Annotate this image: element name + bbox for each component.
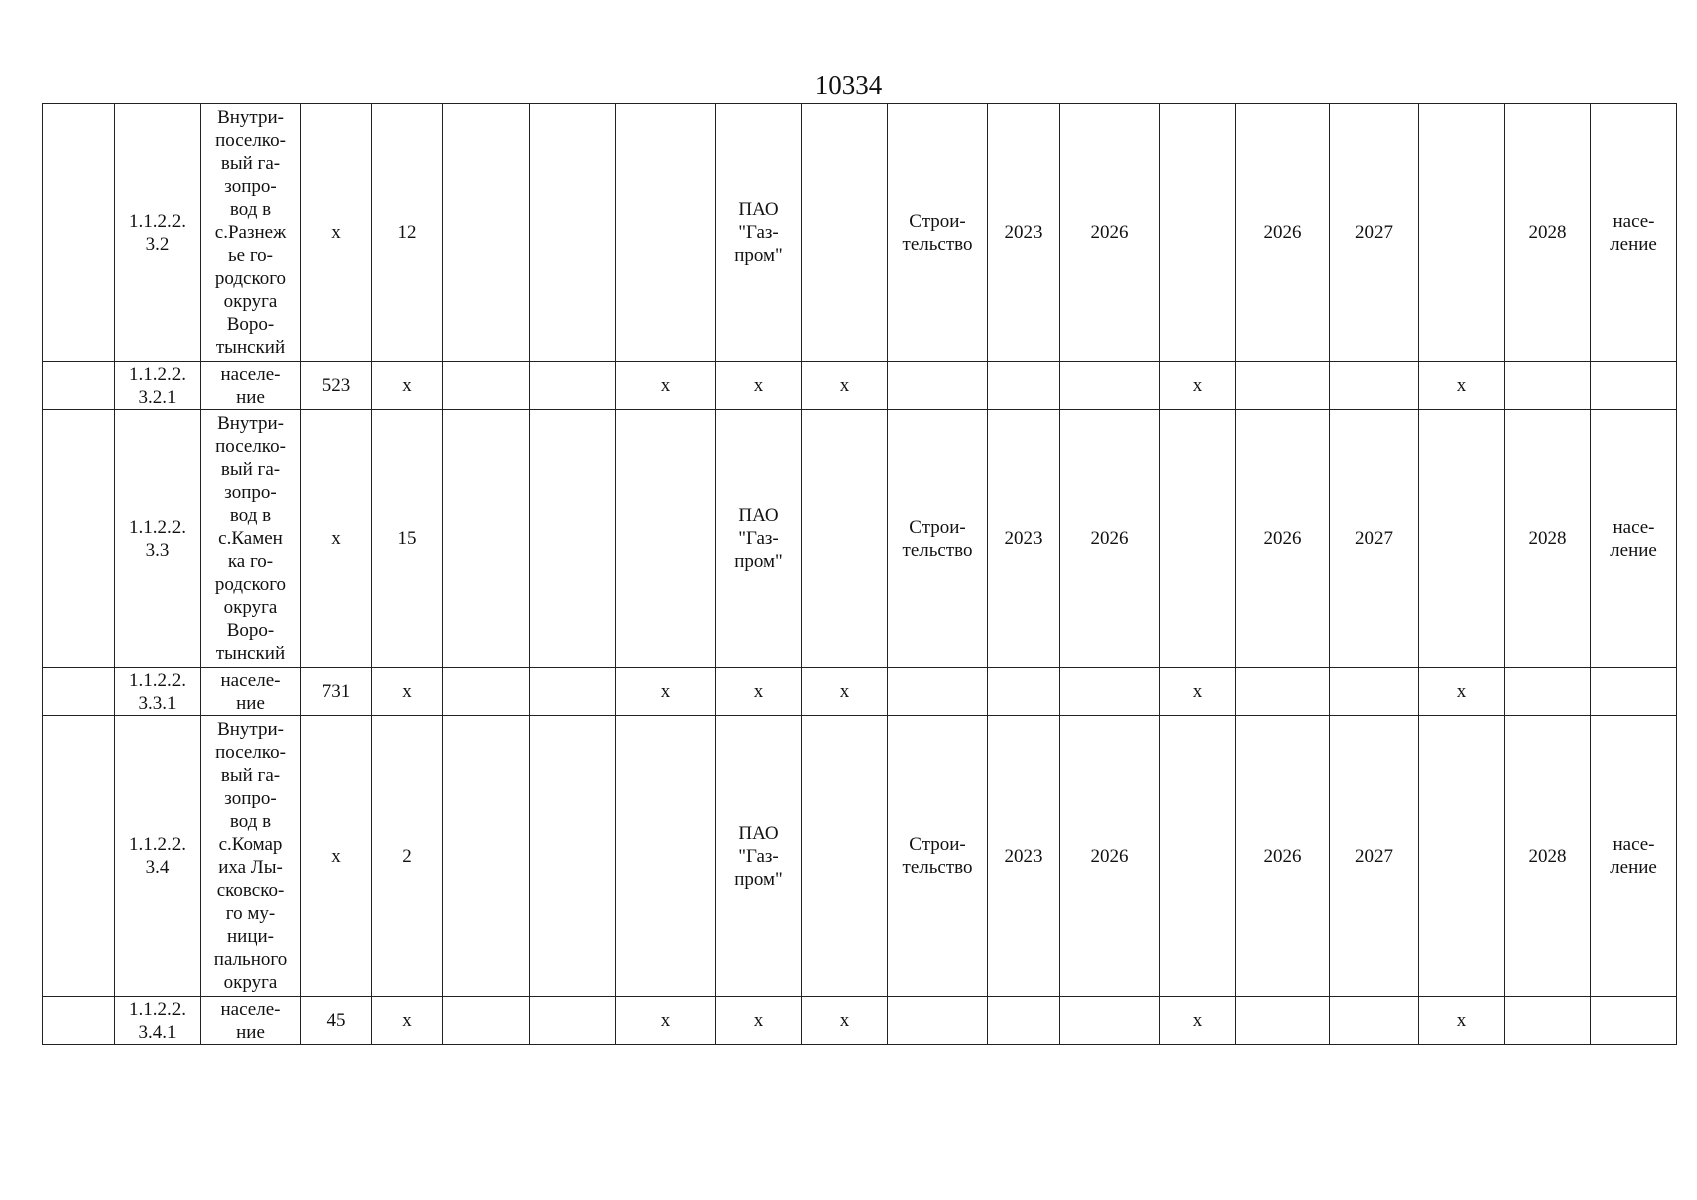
cell-year-a: 2026 [1236, 104, 1330, 362]
cell-object-name: населе- ние [201, 668, 301, 716]
cell-work-type: Строи- тельство [888, 104, 988, 362]
cell-start-year: 2023 [988, 410, 1060, 668]
cell-customer: ПАО "Газ- пром" [716, 410, 802, 668]
cell-beneficiary [1591, 997, 1677, 1045]
cell-col-10 [802, 104, 888, 362]
cell-length: 2 [372, 716, 443, 997]
cell-customer: ПАО "Газ- пром" [716, 104, 802, 362]
cell-col-17 [1419, 410, 1505, 668]
cell-end-year [1060, 997, 1160, 1045]
cell-quantity: 45 [301, 997, 372, 1045]
cell-object-name: Внутри- поселко- вый га- зопро- вод в с.Разнеж ье го- родского округа Воро- тынский [201, 104, 301, 362]
cell-col-7 [530, 362, 616, 410]
cell-length: х [372, 362, 443, 410]
cell-customer: х [716, 997, 802, 1045]
cell-end-year [1060, 668, 1160, 716]
cell-start-year: 2023 [988, 716, 1060, 997]
cell-year-a [1236, 668, 1330, 716]
cell-quantity: 523 [301, 362, 372, 410]
table-row-object [43, 716, 1677, 997]
cell-col-8: х [616, 668, 716, 716]
cell-col-17 [1419, 716, 1505, 997]
cell-year-b [1330, 362, 1419, 410]
cell-end-year: 2026 [1060, 716, 1160, 997]
cell-col-6 [443, 362, 530, 410]
cell-year-c [1505, 997, 1591, 1045]
cell-year-b: 2027 [1330, 716, 1419, 997]
cell-start-year [988, 362, 1060, 410]
cell-end-year: 2026 [1060, 104, 1160, 362]
cell-quantity: х [301, 716, 372, 997]
cell-col-6 [443, 997, 530, 1045]
cell-end-year [1060, 362, 1160, 410]
cell-year-c: 2028 [1505, 716, 1591, 997]
cell-work-type [888, 997, 988, 1045]
cell-beneficiary: насе- ление [1591, 104, 1677, 362]
cell-item-number: 1.1.2.2. 3.2.1 [115, 362, 201, 410]
cell-col-7 [530, 997, 616, 1045]
cell-col-10 [802, 716, 888, 997]
cell-year-c [1505, 668, 1591, 716]
cell-year-b [1330, 668, 1419, 716]
cell-col-17: х [1419, 362, 1505, 410]
table-row-subitem [43, 362, 1677, 410]
cell-col-8: х [616, 362, 716, 410]
cell-item-number: 1.1.2.2. 3.3.1 [115, 668, 201, 716]
cell-col-8 [616, 410, 716, 668]
cell-item-number: 1.1.2.2. 3.2 [115, 104, 201, 362]
cell-col-10: х [802, 362, 888, 410]
cell-col-8 [616, 716, 716, 997]
cell-object-name: Внутри- поселко- вый га- зопро- вод в с.Камен ка го- родского округа Воро- тынский [201, 410, 301, 668]
cell-item-number: 1.1.2.2. 3.4.1 [115, 997, 201, 1045]
data-table [42, 103, 1677, 1045]
cell-col-6 [443, 716, 530, 997]
cell-start-year [988, 668, 1060, 716]
cell-col-8: х [616, 997, 716, 1045]
cell-row-marker [43, 716, 115, 997]
cell-work-type: Строи- тельство [888, 716, 988, 997]
cell-year-b: 2027 [1330, 104, 1419, 362]
cell-col-10 [802, 410, 888, 668]
cell-customer: х [716, 362, 802, 410]
cell-beneficiary [1591, 668, 1677, 716]
table-row-subitem [43, 668, 1677, 716]
cell-quantity: х [301, 410, 372, 668]
cell-col-7 [530, 716, 616, 997]
cell-col-14 [1160, 104, 1236, 362]
cell-col-17: х [1419, 668, 1505, 716]
cell-year-c: 2028 [1505, 104, 1591, 362]
cell-length: 12 [372, 104, 443, 362]
cell-col-6 [443, 104, 530, 362]
cell-object-name: населе- ние [201, 997, 301, 1045]
cell-col-14 [1160, 410, 1236, 668]
cell-col-17 [1419, 104, 1505, 362]
cell-beneficiary [1591, 362, 1677, 410]
cell-col-14: х [1160, 668, 1236, 716]
cell-year-b: 2027 [1330, 410, 1419, 668]
cell-row-marker [43, 104, 115, 362]
cell-col-7 [530, 668, 616, 716]
cell-year-c: 2028 [1505, 410, 1591, 668]
cell-beneficiary: насе- ление [1591, 716, 1677, 997]
cell-row-marker [43, 410, 115, 668]
cell-start-year: 2023 [988, 104, 1060, 362]
cell-customer: ПАО "Газ- пром" [716, 716, 802, 997]
cell-year-a: 2026 [1236, 410, 1330, 668]
cell-work-type: Строи- тельство [888, 410, 988, 668]
page-number: 10334 [814, 70, 883, 100]
cell-work-type [888, 668, 988, 716]
cell-col-14: х [1160, 362, 1236, 410]
cell-col-10: х [802, 668, 888, 716]
cell-col-17: х [1419, 997, 1505, 1045]
cell-row-marker [43, 668, 115, 716]
cell-col-6 [443, 668, 530, 716]
cell-col-7 [530, 104, 616, 362]
cell-quantity: х [301, 104, 372, 362]
cell-work-type [888, 362, 988, 410]
cell-row-marker [43, 997, 115, 1045]
table-row-subitem [43, 997, 1677, 1045]
cell-item-number: 1.1.2.2. 3.4 [115, 716, 201, 997]
cell-start-year [988, 997, 1060, 1045]
cell-year-a [1236, 997, 1330, 1045]
cell-beneficiary: насе- ление [1591, 410, 1677, 668]
cell-year-a: 2026 [1236, 716, 1330, 997]
table-row-object [43, 410, 1677, 668]
cell-length: 15 [372, 410, 443, 668]
table-row-object [43, 104, 1677, 362]
cell-end-year: 2026 [1060, 410, 1160, 668]
cell-col-6 [443, 410, 530, 668]
cell-object-name: населе- ние [201, 362, 301, 410]
cell-col-14: х [1160, 997, 1236, 1045]
cell-length: х [372, 668, 443, 716]
cell-year-b [1330, 997, 1419, 1045]
cell-item-number: 1.1.2.2. 3.3 [115, 410, 201, 668]
cell-object-name: Внутри- поселко- вый га- зопро- вод в с.Комар иха Лы- сковско- го му- ници- пального округа [201, 716, 301, 997]
cell-col-14 [1160, 716, 1236, 997]
cell-quantity: 731 [301, 668, 372, 716]
cell-year-a [1236, 362, 1330, 410]
cell-col-7 [530, 410, 616, 668]
cell-col-10: х [802, 997, 888, 1045]
cell-customer: х [716, 668, 802, 716]
cell-year-c [1505, 362, 1591, 410]
cell-col-8 [616, 104, 716, 362]
cell-length: х [372, 997, 443, 1045]
cell-row-marker [43, 362, 115, 410]
